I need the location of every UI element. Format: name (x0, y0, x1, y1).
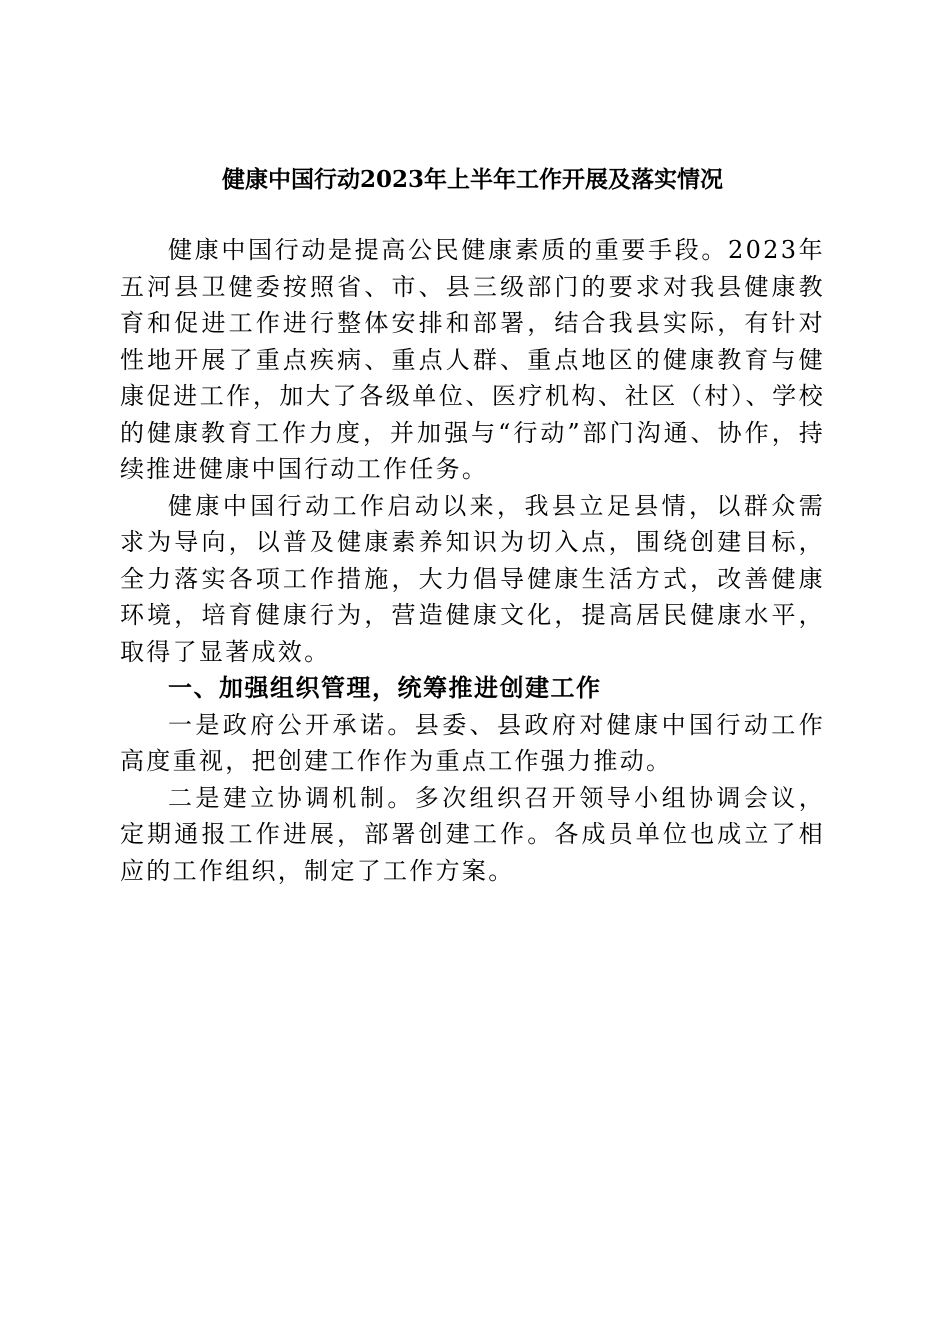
section-heading-1: 一、加强组织管理，统筹推进创建工作 (168, 673, 602, 702)
section-1-paragraph-1: 一是政府公开承诺。县委、县政府对健康中国行动工作高度重视，把创建工作作为重点工作强力推动。 (120, 710, 825, 775)
intro-paragraph-2: 健康中国行动工作启动以来，我县立足县情，以群众需求为导向，以普及健康素养知识为切入点，围绕创建目标，全力落实各项工作措施，大力倡导健康生活方式，改善健康环境，培育健康行为，营造健康文化，提高居民健康水平，取得了显著成效。 (120, 491, 825, 666)
document-content (120, 160, 825, 889)
document-title: 健康中国行动2023年上半年工作开展及落实情况 (221, 166, 723, 193)
document-body (120, 232, 825, 889)
intro-paragraph-1: 健康中国行动是提高公民健康素质的重要手段。2023年五河县卫健委按照省、市、县三级部门的要求对我县健康教育和促进工作进行整体安排和部署，结合我县实际，有针对性地开展了重点疾病、重点人群、重点地区的健康教育与健康促进工作，加大了各级单位、医疗机构、社区（村）、学校的健康教育工作力度，并加强与“行动”部门沟通、协作，持续推进健康中国行动工作任务。 (120, 236, 825, 483)
section-1-paragraph-2: 二是建立协调机制。多次组织召开领导小组协调会议，定期通报工作进展，部署创建工作。各成员单位也成立了相应的工作组织，制定了工作方案。 (120, 783, 825, 885)
